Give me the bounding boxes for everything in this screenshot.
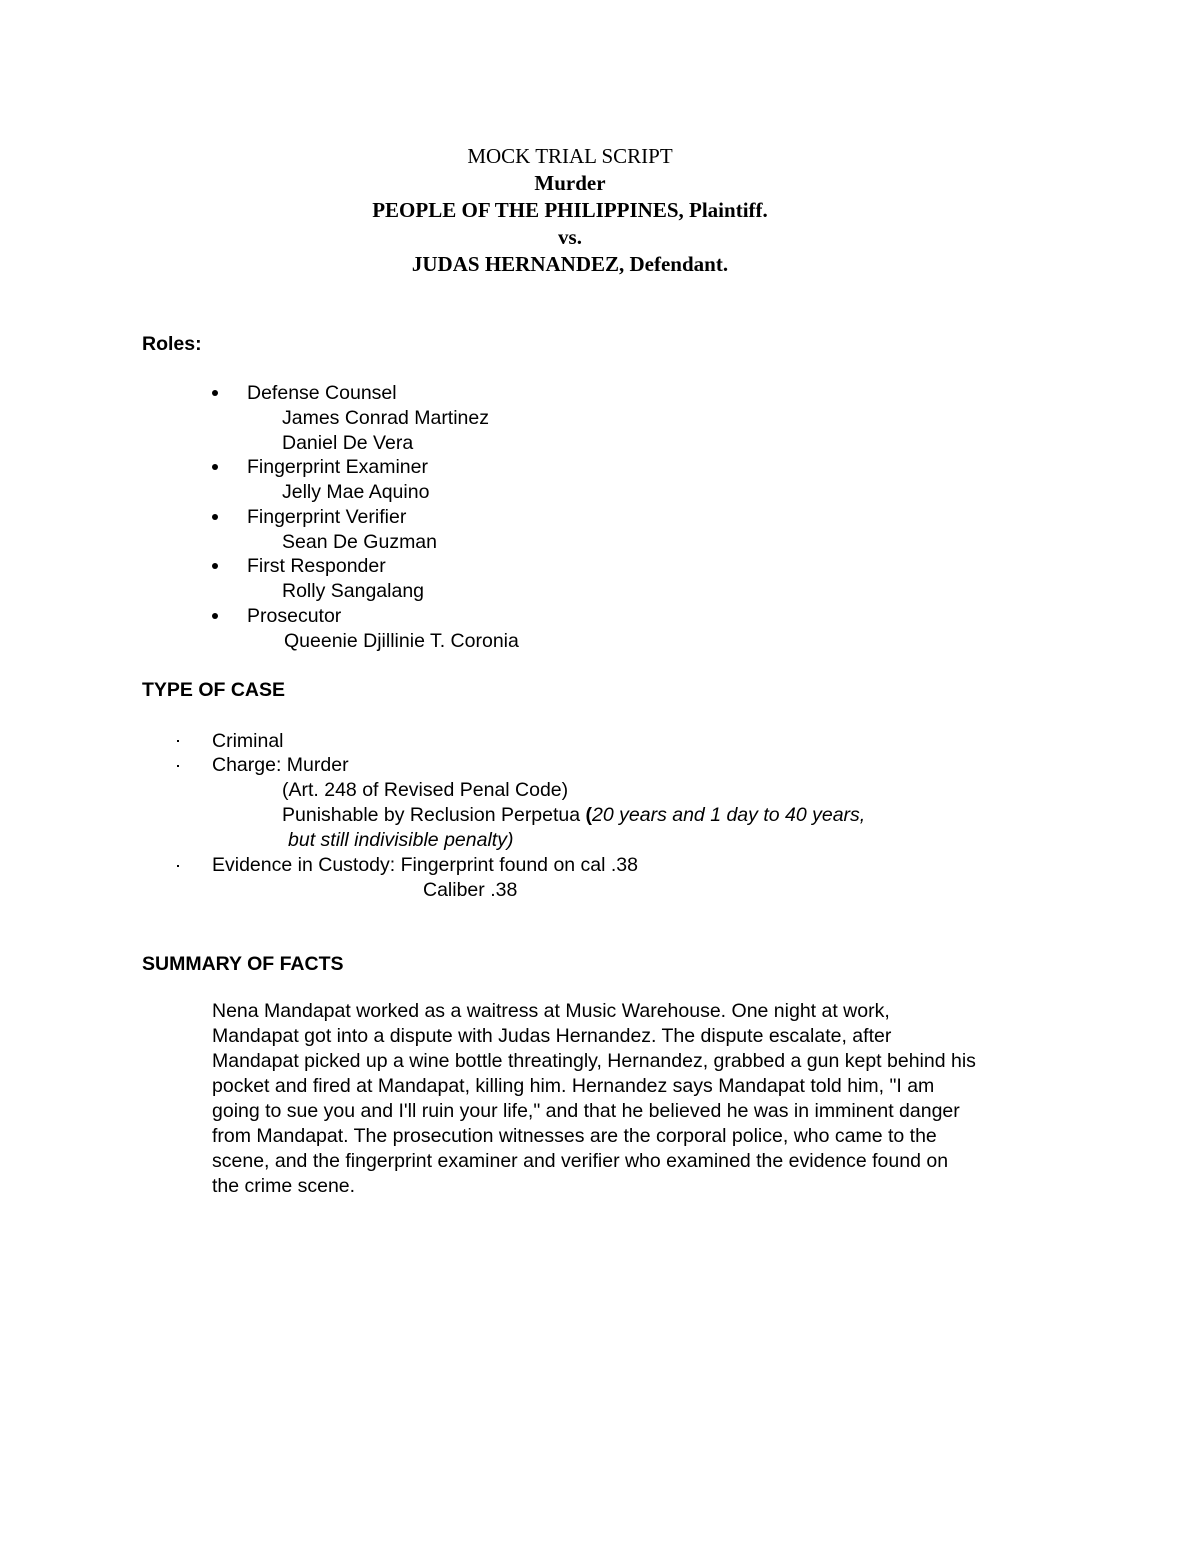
role-name: Queenie Djillinie T. Coronia [284, 630, 519, 652]
summary-line: Nena Mandapat worked as a waitress at Music Warehouse. One night at work, [212, 1000, 890, 1022]
document-subtitle: Murder [534, 171, 606, 195]
case-type-heading: TYPE OF CASE [142, 679, 286, 701]
case-penalty-line2: but still indivisible penalty) [288, 829, 514, 851]
title-block [0, 143, 1140, 278]
case-punishable-line [282, 803, 865, 828]
document-title: MOCK TRIAL SCRIPT [467, 144, 673, 168]
bullet-icon [212, 563, 218, 569]
versus-line: vs. [558, 225, 582, 249]
role-name: Jelly Mae Aquino [282, 481, 430, 503]
summary-line: going to sue you and I'll ruin your life," and that he believed he was in imminent danger [212, 1100, 960, 1122]
bullet-icon [212, 514, 218, 520]
dot-bullet-icon [177, 865, 179, 867]
role-fingerprint-examiner: Fingerprint Examiner [247, 456, 428, 478]
case-article: (Art. 248 of Revised Penal Code) [282, 779, 569, 801]
summary-line: Mandapat picked up a wine bottle threatingly, Hernandez, grabbed a gun kept behind his [212, 1050, 976, 1072]
summary-line: from Mandapat. The prosecution witnesses are the corporal police, who came to the [212, 1125, 937, 1147]
plaintiff-line: PEOPLE OF THE PHILIPPINES, Plaintiff. [372, 198, 768, 222]
summary-line: Mandapat got into a dispute with Judas Hernandez. The dispute escalate, after [212, 1025, 892, 1047]
summary-paragraph [212, 999, 1072, 1199]
summary-line: pocket and fired at Mandapat, killing him. Hernandez says Mandapat told him, "I am [212, 1075, 935, 1097]
dot-bullet-icon [177, 740, 179, 742]
role-first-responder: First Responder [247, 555, 386, 577]
role-name: James Conrad Martinez [282, 407, 489, 429]
summary-heading: SUMMARY OF FACTS [142, 953, 344, 975]
roles-heading: Roles: [142, 333, 202, 355]
bullet-icon [212, 390, 218, 396]
dot-bullet-icon [177, 765, 179, 767]
role-fingerprint-verifier: Fingerprint Verifier [247, 506, 407, 528]
summary-line: the crime scene. [212, 1175, 356, 1197]
role-name: Rolly Sangalang [282, 580, 425, 602]
case-evidence-cont: Caliber .38 [423, 879, 518, 901]
role-defense-counsel: Defense Counsel [247, 382, 397, 404]
case-penalty-line1: 20 years and 1 day to 40 years, [592, 804, 866, 826]
case-punishable: Punishable by Reclusion Perpetua [282, 804, 586, 826]
summary-line: scene, and the fingerprint examiner and verifier who examined the evidence found on [212, 1150, 949, 1172]
role-name: Daniel De Vera [282, 432, 414, 454]
bullet-icon [212, 613, 218, 619]
case-criminal: Criminal [212, 730, 284, 752]
penalty-open-paren: ( [585, 804, 593, 826]
bullet-icon [212, 464, 218, 470]
case-evidence: Evidence in Custody: Fingerprint found on cal .38 [212, 854, 639, 876]
role-name: Sean De Guzman [282, 531, 438, 553]
defendant-line: JUDAS HERNANDEZ, Defendant. [411, 252, 729, 276]
case-charge: Charge: Murder [212, 754, 349, 776]
role-prosecutor: Prosecutor [247, 605, 342, 627]
